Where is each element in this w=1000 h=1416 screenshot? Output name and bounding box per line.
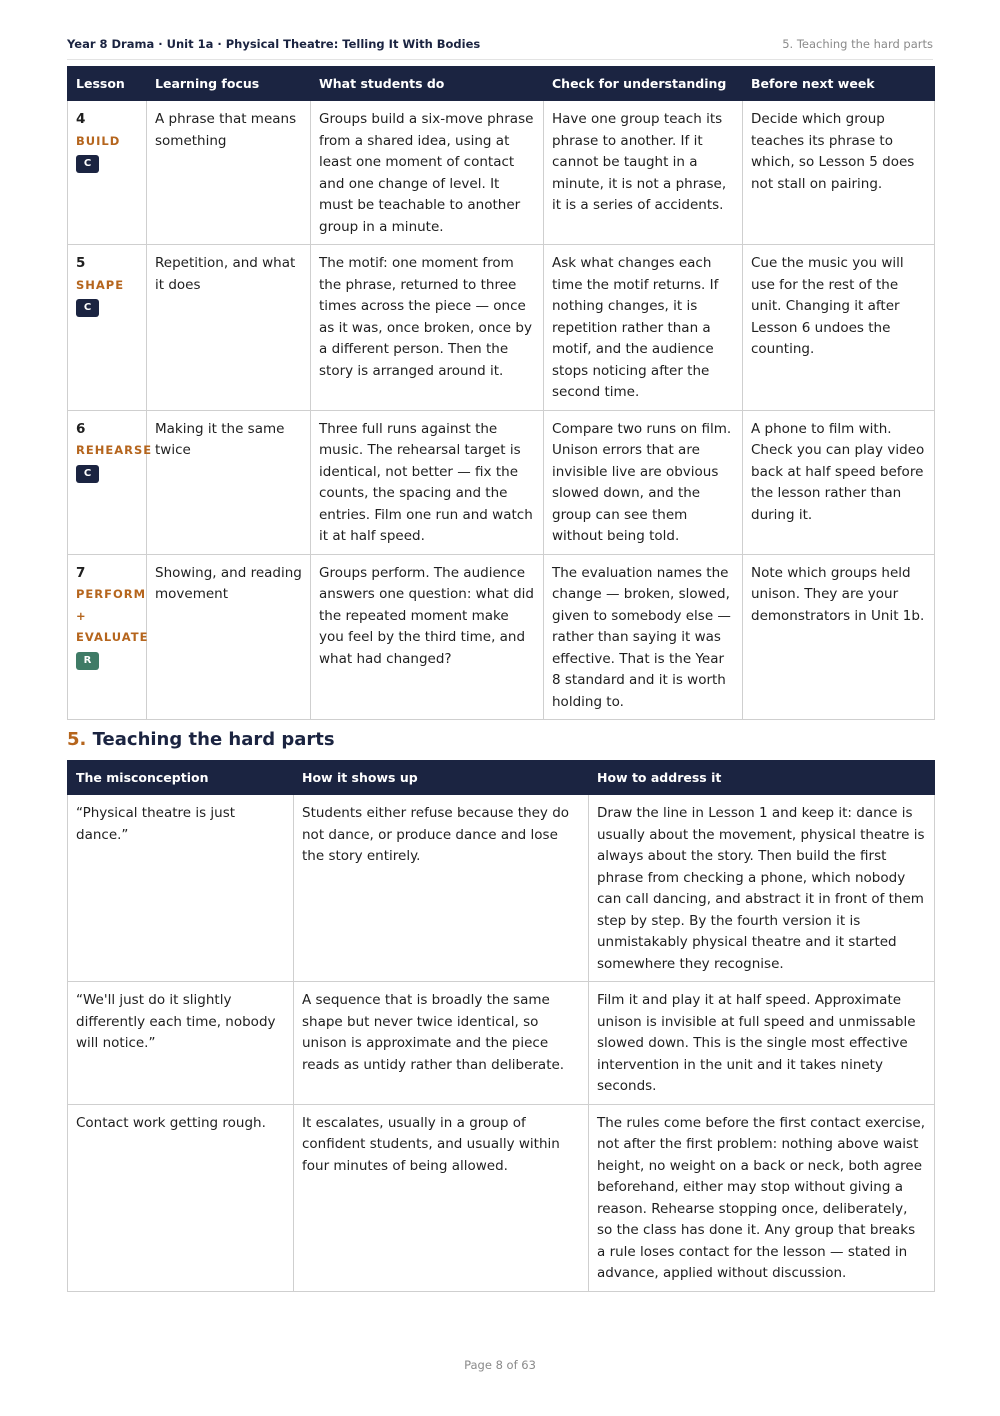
lesson-number: 5 xyxy=(76,255,86,271)
activity-cell: Groups build a six-move phrase from a shared idea, using at least one moment of contact and one change of level. It must be teachable to another group in a minute. xyxy=(311,101,544,245)
assessment-badge: C xyxy=(76,299,99,317)
before-next-week-cell: Cue the music you will use for the rest of the unit. Changing it after Lesson 6 undoes the counting. xyxy=(743,245,935,411)
lesson-stage: REHEARSE xyxy=(76,443,153,457)
table-row xyxy=(68,1104,935,1291)
learning-focus-cell: Repetition, and what it does xyxy=(147,245,311,411)
section-number: 5. xyxy=(67,729,87,750)
lesson-stage: SHAPE xyxy=(76,277,125,292)
check-cell: Have one group teach its phrase to another. If it cannot be taught in a minute, it is not a phrase, it is a series of accidents. xyxy=(544,101,743,245)
column-header-how-it-shows-up: How it shows up xyxy=(294,761,589,795)
table-header-row xyxy=(68,761,935,795)
misconception-cell: “Physical theatre is just dance.” xyxy=(68,795,294,982)
table-row xyxy=(68,795,935,982)
check-cell: Ask what changes each time the motif returns. If nothing changes, it is repetition rather than a motif, and the audience stops noticing after the second time. xyxy=(544,245,743,411)
lesson-cell xyxy=(68,410,153,554)
table-header-row xyxy=(68,67,935,101)
lesson-stage: PERFORM xyxy=(76,587,147,601)
misconception-cell: Contact work getting rough. xyxy=(68,1104,294,1291)
before-next-week-cell: A phone to film with. Check you can play video back at half speed before the lesson rather than during it. xyxy=(743,410,935,554)
check-cell: Compare two runs on film. Unison errors that are invisible live are obvious slowed down, and the group can see them without being told. xyxy=(544,410,743,554)
table-row xyxy=(68,245,935,411)
table-row xyxy=(68,982,935,1105)
lesson-cell xyxy=(68,245,147,411)
column-header-how-to-address-it: How to address it xyxy=(589,761,935,795)
assessment-badge: R xyxy=(76,652,99,670)
lesson-number: 6 xyxy=(76,420,86,437)
lesson-stage: EVALUATE xyxy=(76,630,149,644)
shows-up-cell: Students either refuse because they do not dance, or produce dance and lose the story entirely. xyxy=(294,795,589,982)
lesson-cell xyxy=(68,554,147,720)
table-row xyxy=(68,554,935,720)
page-number: Page 8 of 63 xyxy=(464,1358,536,1372)
column-header-learning-focus: Learning focus xyxy=(147,67,311,101)
address-cell: The rules come before the first contact exercise, not after the first problem: nothing above waist height, no weight on a back or neck, both agree beforehand, either may stop without giving a reason. Rehearse stopping once, deliberately, so the class has done it. Any group that breaks a rule loses contact for the lesson — stated in advance, applied without discussion. xyxy=(589,1104,935,1291)
check-cell: The evaluation names the change — broken, slowed, given to somebody else — rather than saying it was effective. That is the Year 8 standard and it is worth holding to. xyxy=(544,554,743,720)
section-title: Teaching the hard parts xyxy=(92,729,335,750)
section-heading xyxy=(67,729,335,750)
before-next-week-cell: Note which groups held unison. They are your demonstrators in Unit 1b. xyxy=(743,554,935,720)
learning-focus-cell: Showing, and reading movement xyxy=(147,554,311,720)
shows-up-cell: It escalates, usually in a group of confident students, and usually within four minutes of being allowed. xyxy=(294,1104,589,1291)
activity-cell: Three full runs against the music. The rehearsal target is identical, not better — fix the counts, the spacing and the entries. Film one run and watch it at half speed. xyxy=(311,410,544,554)
column-header-misconception: The misconception xyxy=(68,761,294,795)
assessment-badge: C xyxy=(76,155,99,173)
shows-up-cell: A sequence that is broadly the same shape but never twice identical, so unison is approximate and the piece reads as untidy rather than deliberate. xyxy=(294,982,589,1105)
lesson-cell xyxy=(68,101,147,245)
table-row xyxy=(68,101,935,245)
misconception-cell: “We'll just do it slightly differently each time, nobody will notice.” xyxy=(68,982,294,1105)
lesson-plan-table xyxy=(67,66,935,720)
lesson-stage-joiner: + xyxy=(76,608,87,623)
assessment-badge: C xyxy=(76,465,99,483)
running-header xyxy=(67,37,933,60)
column-header-before-next-week: Before next week xyxy=(743,67,935,101)
column-header-what-students-do: What students do xyxy=(311,67,544,101)
column-header-lesson: Lesson xyxy=(68,67,147,101)
learning-focus-cell: A phrase that means something xyxy=(147,101,311,245)
before-next-week-cell: Decide which group teaches its phrase to which, so Lesson 5 does not stall on pairing. xyxy=(743,101,935,245)
misconceptions-table xyxy=(67,760,935,1292)
lesson-number: 7 xyxy=(76,564,86,581)
section-indicator: 5. Teaching the hard parts xyxy=(782,37,933,51)
column-header-check-for-understanding: Check for understanding xyxy=(544,67,743,101)
document-title: Year 8 Drama · Unit 1a · Physical Theatre: Telling It With Bodies xyxy=(67,37,481,51)
activity-cell: Groups perform. The audience answers one question: what did the repeated moment make you feel by the third time, and what had changed? xyxy=(311,554,544,720)
table-row xyxy=(68,410,935,554)
address-cell: Film it and play it at half speed. Approximate unison is invisible at full speed and unmissable slowed down. This is the single most effective intervention in the unit and it takes ninety seconds. xyxy=(589,982,935,1105)
address-cell: Draw the line in Lesson 1 and keep it: dance is usually about the movement, physical theatre is always about the story. Then build the first phrase from checking a phone, which nobody can call dancing, and abstract it in front of them step by step. By the fourth version it is unmistakably physical theatre and it started somewhere they recognise. xyxy=(589,795,935,982)
learning-focus-cell: Making it the same twice xyxy=(147,410,311,554)
activity-cell: The motif: one moment from the phrase, returned to three times across the piece — once as it was, once broken, once by a different person. Then the story is arranged around it. xyxy=(311,245,544,411)
lesson-stage: BUILD xyxy=(76,133,121,148)
lesson-number: 4 xyxy=(76,111,86,127)
